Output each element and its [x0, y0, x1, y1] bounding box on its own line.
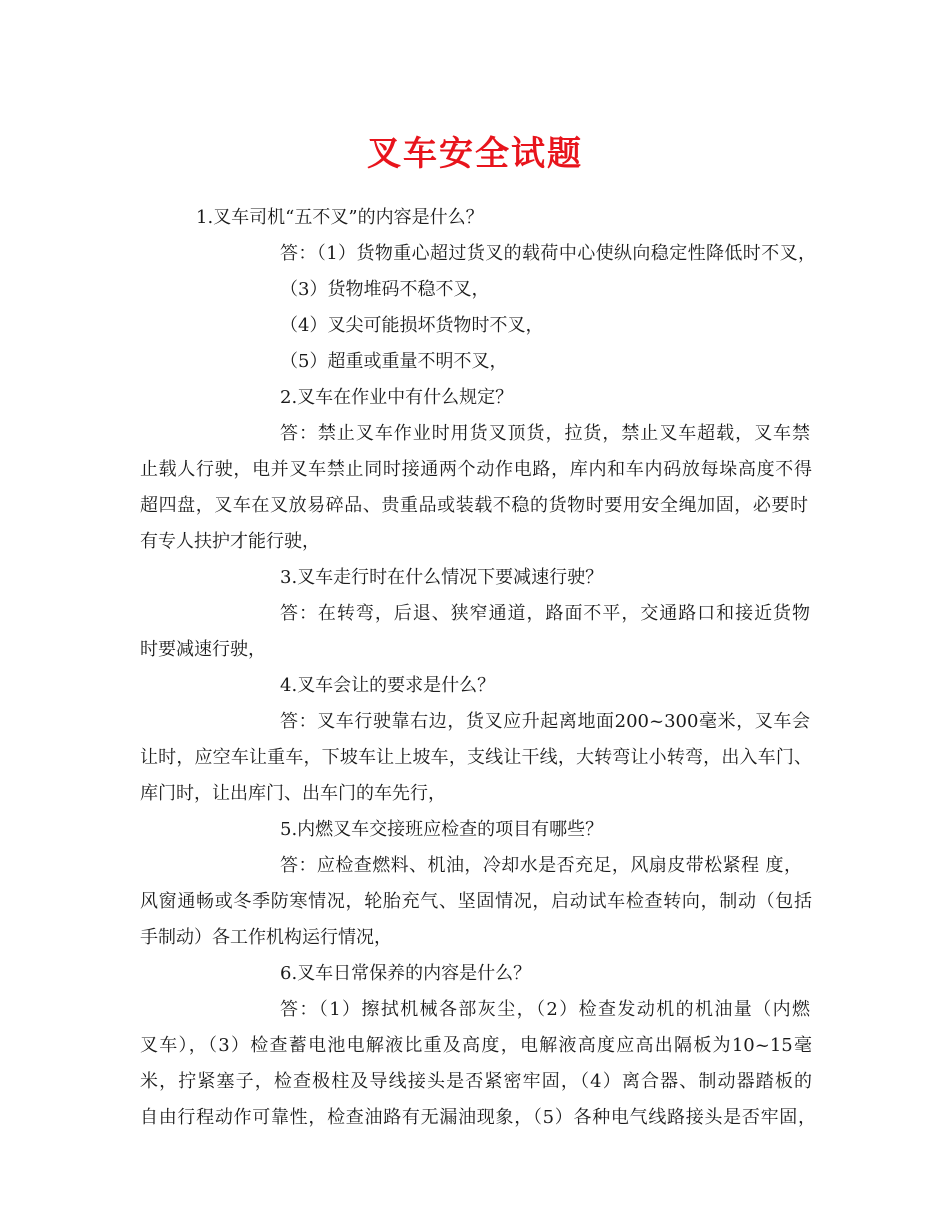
answer-6-line-4: 自由行程动作可靠性，检查油路有无漏油现象，（5）各种电气线路接头是否牢固， [140, 1107, 816, 1128]
answer-5-line-1: 答：应检查燃料、机油，冷却水是否充足，风扇皮带松紧程 度， [280, 855, 802, 876]
answer-1-line-3: （4）叉尖可能损坏货物时不叉， [280, 315, 544, 336]
answer-1-line-1: 答：（1）货物重心超过货叉的载荷中心使纵向稳定性降低时不叉， [280, 243, 816, 264]
answer-6-line-2: 叉车），（3）检查蓄电池电解液比重及高度，电解液高度应高出隔板为10~15毫 [140, 1035, 812, 1056]
answer-3-line-2: 时要减速行驶， [140, 639, 266, 660]
answer-6-line-1: 答：（1）擦拭机械各部灰尘，（2）检查发动机的机油量（内燃 [280, 999, 810, 1020]
question-2: 2.叉车在作业中有什么规定？ [280, 387, 514, 408]
answer-6-line-3: 米，拧紧塞子，检查极柱及导线接头是否紧密牢固，（4）离合器、制动器踏板的 [140, 1071, 812, 1092]
question-3: 3.叉车走行时在什么情况下要减速行驶？ [280, 567, 604, 588]
answer-4-line-1: 答：叉车行驶靠右边，货叉应升起离地面200~300毫米，叉车会 [280, 711, 810, 732]
answer-5-line-3: 手制动）各工作机构运行情况， [140, 927, 392, 948]
answer-1-line-2: （3）货物堆码不稳不叉， [280, 279, 490, 300]
answer-4-line-3: 库门时，让出库门、出车门的车先行， [140, 783, 446, 804]
answer-2-line-1: 答：禁止叉车作业时用货叉顶货，拉货，禁止叉车超载，叉车禁 [280, 423, 810, 444]
document-title: 叉车安全试题 [367, 134, 583, 174]
question-1: 1.叉车司机“五不叉”的内容是什么？ [196, 207, 484, 228]
answer-2-line-2: 止载人行驶，电并叉车禁止同时接通两个动作电路，库内和车内码放每垛高度不得 [140, 459, 812, 480]
answer-2-line-4: 有专人扶护才能行驶， [140, 531, 320, 552]
question-6: 6.叉车日常保养的内容是什么？ [280, 963, 532, 984]
answer-3-line-1: 答：在转弯，后退、狭窄通道，路面不平，交通路口和接近货物 [280, 603, 810, 624]
answer-1-line-4: （5）超重或重量不明不叉， [280, 351, 508, 372]
answer-5-line-2: 风窗通畅或冬季防寒情况，轮胎充气、坚固情况，启动试车检查转向，制动（包括 [140, 891, 812, 912]
answer-2-line-3: 超四盘，叉车在叉放易碎品、贵重品或装载不稳的货物时要用安全绳加固，必要时 [140, 495, 808, 516]
question-5: 5.内燃叉车交接班应检查的项目有哪些？ [280, 819, 604, 840]
question-4: 4.叉车会让的要求是什么？ [280, 675, 496, 696]
answer-4-line-2: 让时，应空车让重车，下坡车让上坡车，支线让干线，大转弯让小转弯，出入车门、 [140, 747, 812, 768]
